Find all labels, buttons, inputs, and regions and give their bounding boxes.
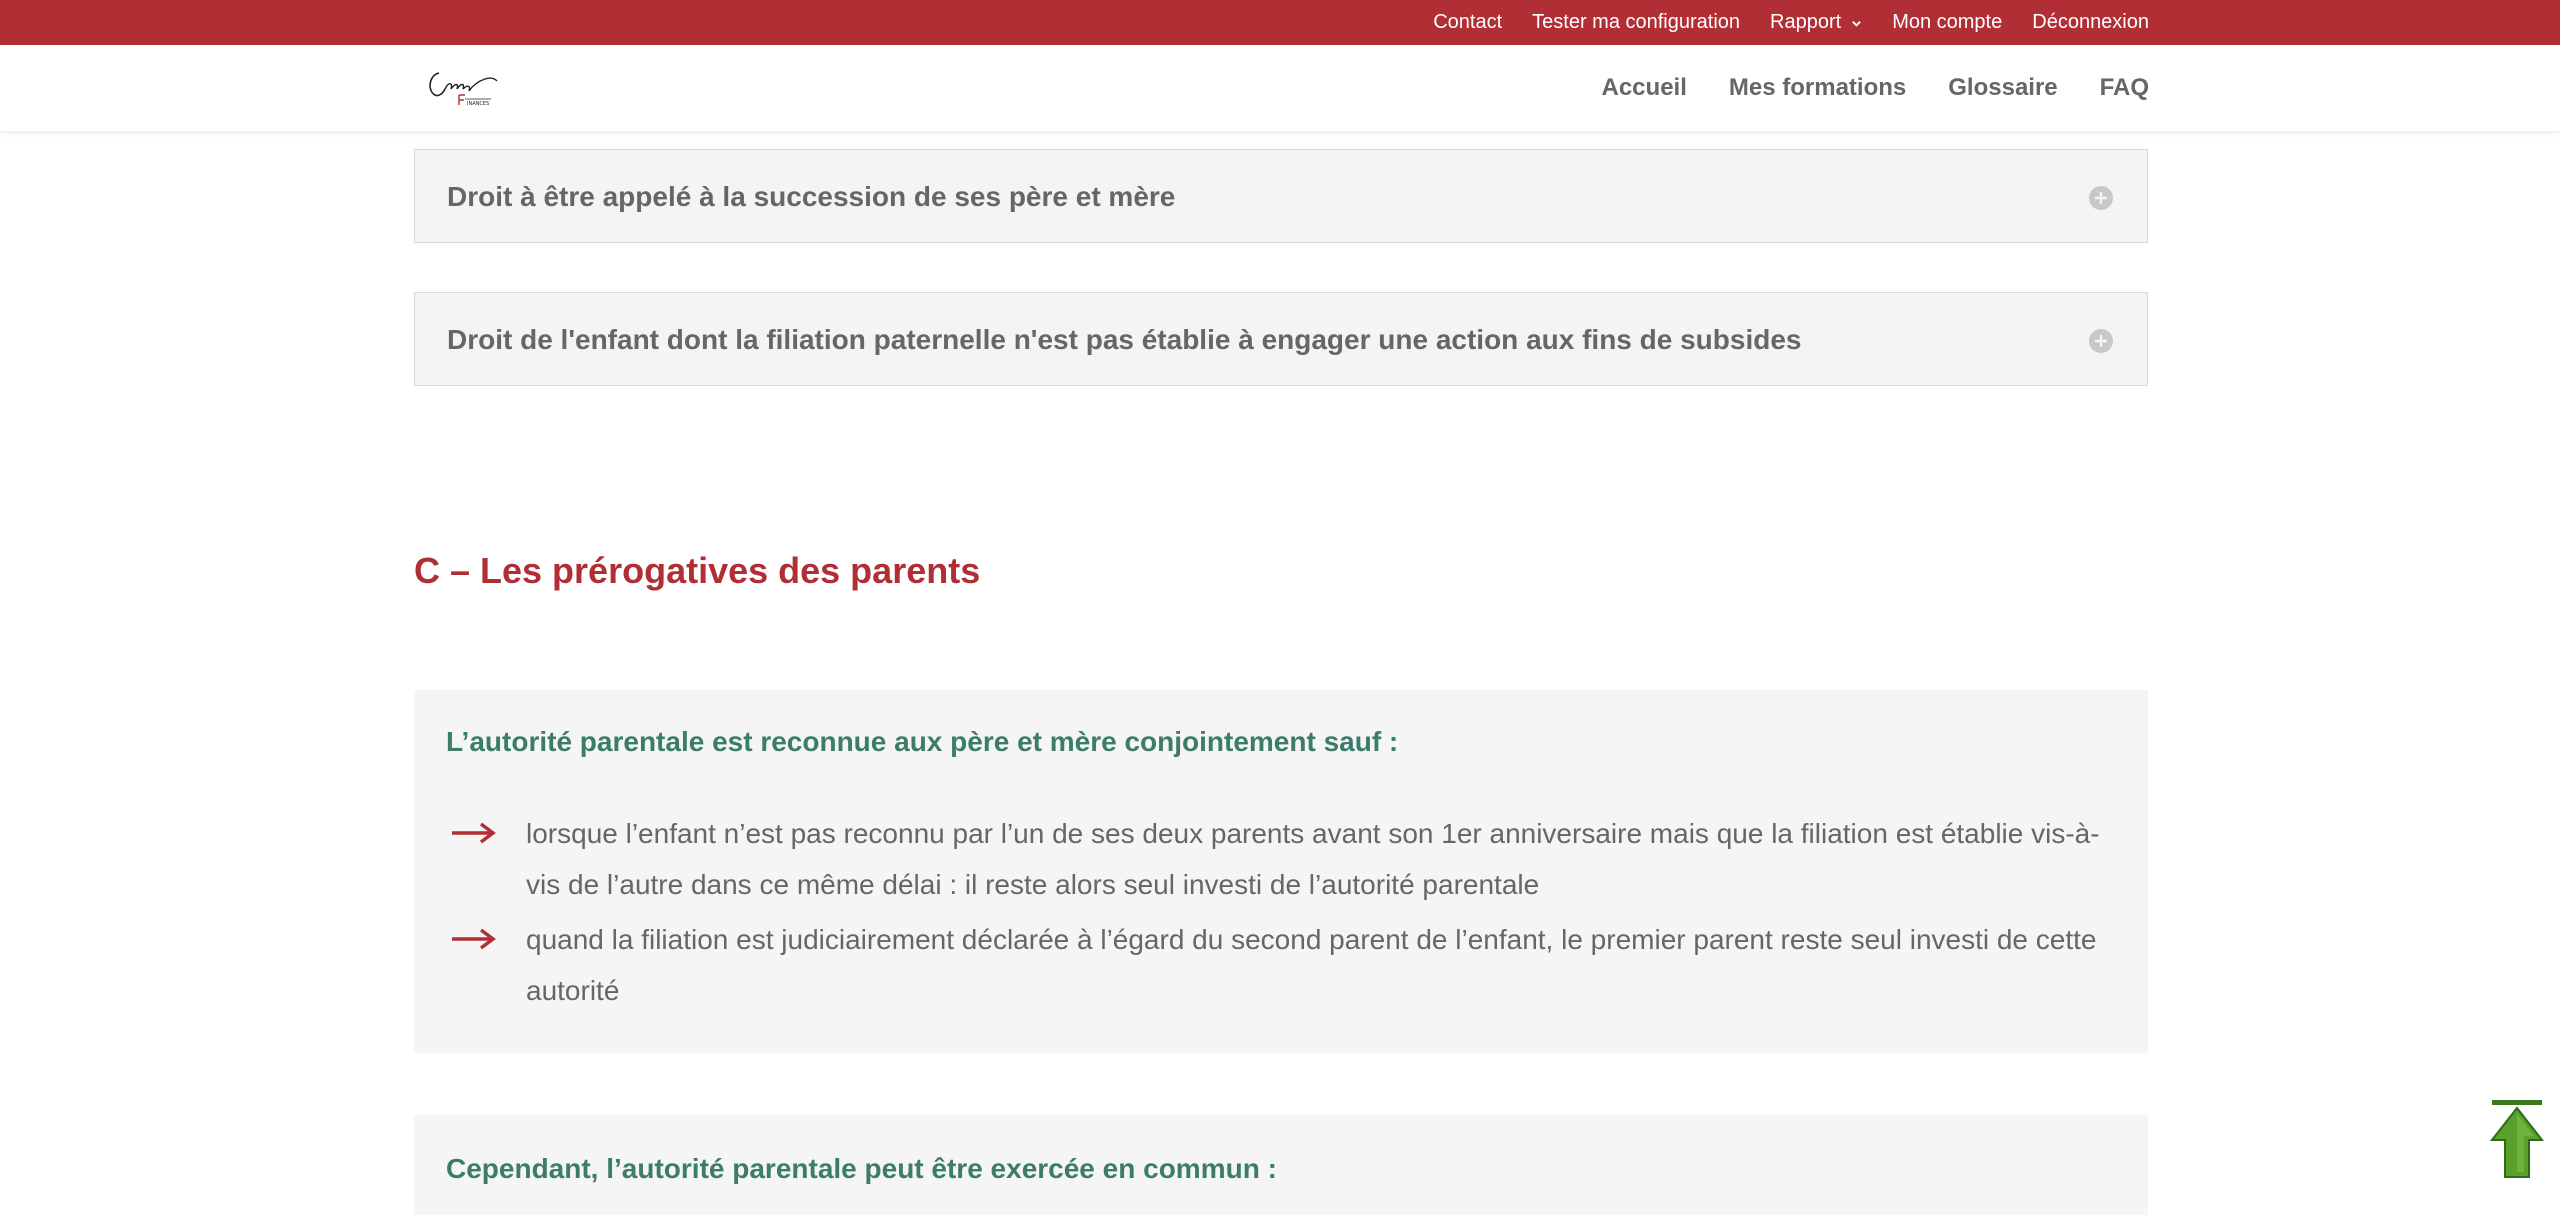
- arrow-right-icon: [450, 821, 496, 845]
- accordion-title: Droit de l'enfant dont la filiation paternelle n'est pas établie à engager une action aux fins de subsides: [447, 324, 1802, 355]
- section-heading: C – Les prérogatives des parents: [414, 550, 981, 591]
- top-bar: [0, 0, 2560, 45]
- exception-list: [414, 808, 2148, 1020]
- rapport-menu[interactable]: [1770, 11, 1862, 34]
- nav-glossaire[interactable]: Glossaire: [1948, 74, 2058, 101]
- tester-configuration-link[interactable]: Tester ma configuration: [1532, 11, 1741, 33]
- main-nav: [1602, 45, 2150, 131]
- deconnexion-link[interactable]: Déconnexion: [2032, 11, 2149, 33]
- nav-mes-formations[interactable]: Mes formations: [1728, 74, 1907, 101]
- accordion-title: Droit à être appelé à la succession de ses père et mère: [447, 181, 1176, 212]
- plus-circle-icon: [2089, 329, 2113, 353]
- rapport-label: Rapport: [1770, 11, 1842, 33]
- list-item-text: quand la filiation est judiciairement déclarée à l’égard du second parent de l’enfant, le premier parent reste seul investi de cette autorité: [526, 924, 2097, 1006]
- nav-accueil[interactable]: Accueil: [1601, 74, 1687, 101]
- main-header: [0, 45, 2560, 131]
- back-to-top-arrow-icon[interactable]: [2490, 1100, 2544, 1179]
- info-box-exceptions: [414, 690, 2148, 1053]
- secondary-menu: [1433, 0, 2149, 45]
- info-box-exercise: [414, 1115, 2148, 1215]
- site-logo[interactable]: [425, 65, 503, 109]
- svg-text:INANCES: INANCES: [467, 101, 490, 107]
- accordion-succession[interactable]: [414, 149, 2148, 243]
- plus-circle-icon: [2089, 186, 2113, 210]
- nav-faq[interactable]: FAQ: [2099, 74, 2149, 101]
- arrow-right-icon: [450, 927, 496, 951]
- chevron-down-icon: [1851, 18, 1862, 29]
- mon-compte-link[interactable]: Mon compte: [1892, 11, 2003, 33]
- box-heading: Cependant, l’autorité parentale peut être exercée en commun :: [446, 1153, 1277, 1184]
- list-item-text: lorsque l’enfant n’est pas reconnu par l’un de ses deux parents avant son 1er anniversaire mais que la filiation est établie vis-à-vis de l’autre dans ce même délai : il reste alors seul investi de l’autorité parentale: [526, 818, 2100, 900]
- contact-link[interactable]: Contact: [1433, 11, 1503, 33]
- list-item: [414, 808, 2148, 914]
- accordion-subsides[interactable]: [414, 292, 2148, 386]
- list-item: [414, 914, 2148, 1020]
- box-heading: L’autorité parentale est reconnue aux père et mère conjointement sauf :: [446, 726, 1399, 757]
